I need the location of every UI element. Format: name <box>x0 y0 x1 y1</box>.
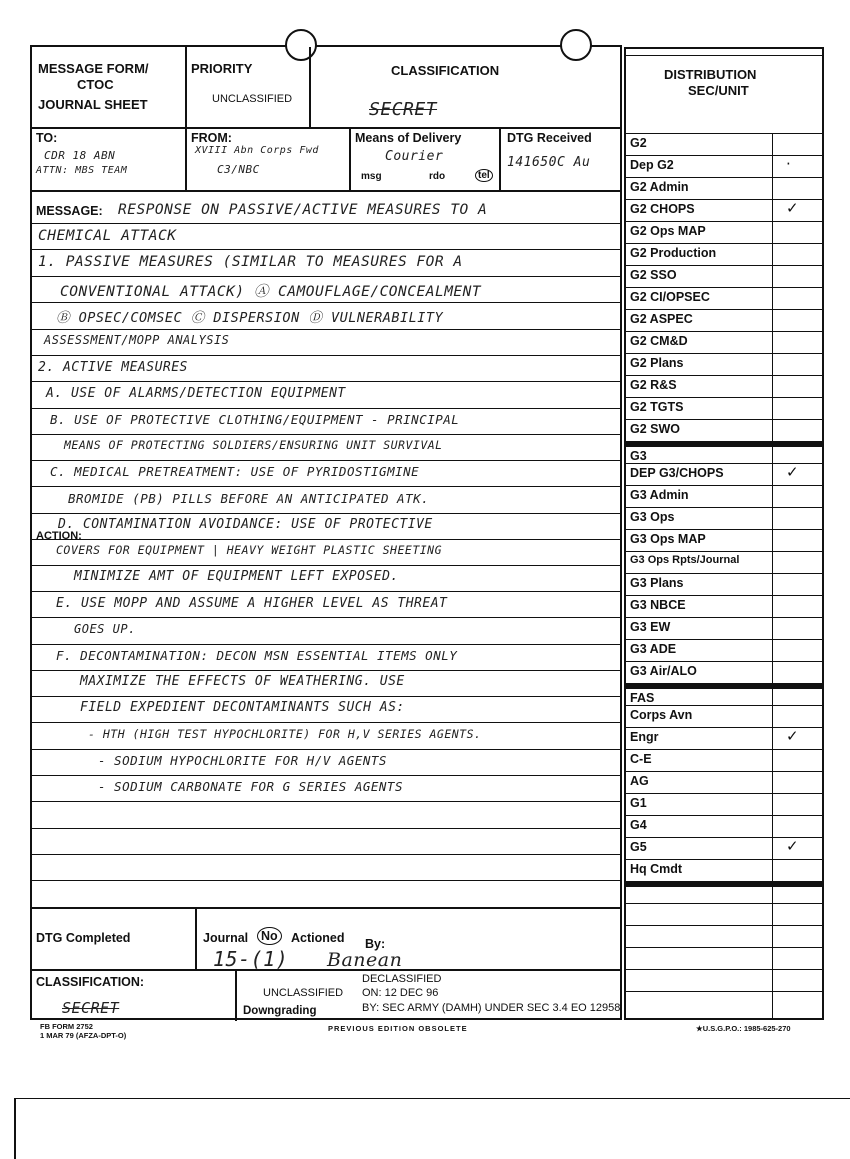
form-number-line2: 1 MAR 79 (AFZA-DPT-O) <box>40 1031 127 1040</box>
distribution-list <box>626 133 823 1018</box>
distribution-row <box>626 771 823 793</box>
distribution-row-checkmark: ✓ <box>786 837 799 855</box>
distribution-row-label: G2 R&S <box>630 378 677 392</box>
message-subject: RESPONSE ON PASSIVE/ACTIVE MEASURES TO A <box>118 202 488 218</box>
distribution-row-label: Corps Avn <box>630 708 693 722</box>
message-form <box>30 45 622 1020</box>
footer-classification-value: SECRET <box>62 999 120 1017</box>
distribution-row-label: FAS <box>630 691 655 705</box>
distribution-row <box>626 815 823 837</box>
distribution-row <box>626 881 823 903</box>
distribution-row <box>626 859 823 881</box>
dtg-completed-label: DTG Completed <box>36 931 131 945</box>
distribution-row-label: G3 Plans <box>630 576 684 590</box>
distribution-row-checkmark: ✓ <box>786 199 799 217</box>
form-title-line2: CTOC <box>77 77 114 92</box>
means-label: Means of Delivery <box>355 131 462 145</box>
message-line: GOES UP. <box>74 622 136 636</box>
distribution-row-label: G2 Plans <box>630 356 684 370</box>
message-line: - SODIUM CARBONATE FOR G SERIES AGENTS <box>98 779 403 794</box>
distribution-row <box>626 705 823 727</box>
footer-unclassified: UNCLASSIFIED <box>263 987 344 999</box>
form-number-line1: FB FORM 2752 <box>40 1022 93 1031</box>
form-title-line3: JOURNAL SHEET <box>38 97 148 112</box>
distribution-row-label: G3 Admin <box>630 488 689 502</box>
distribution-row-label: G2 SSO <box>630 268 677 282</box>
message-line: E. USE MOPP AND ASSUME A HIGHER LEVEL AS THREAT <box>56 596 448 611</box>
distribution-row-label: G2 CHOPS <box>630 202 695 216</box>
distribution-row <box>626 573 823 595</box>
message-line: 2. ACTIVE MEASURES <box>38 360 188 375</box>
distribution-row <box>626 265 823 287</box>
distribution-row-label: G2 SWO <box>630 422 681 436</box>
distribution-row <box>626 507 823 529</box>
message-label: MESSAGE: <box>36 204 103 218</box>
form-title-line1: MESSAGE FORM/ <box>38 61 149 76</box>
journal-number: 15-(1) <box>213 947 289 971</box>
message-line: COVERS FOR EQUIPMENT | HEAVY WEIGHT PLASTIC SHEETING <box>56 543 443 557</box>
action-label: ACTION: <box>36 530 82 542</box>
distribution-row <box>626 463 823 485</box>
actioned-by-signature: Banean <box>327 949 403 971</box>
distribution-row <box>626 617 823 639</box>
means-value: Courier <box>385 149 444 164</box>
distribution-panel <box>624 47 824 1020</box>
previous-edition-note: PREVIOUS EDITION OBSOLETE <box>328 1024 468 1033</box>
to-line1: CDR 18 ABN <box>44 149 116 162</box>
distribution-row <box>626 353 823 375</box>
distribution-row-label: G3 EW <box>630 620 671 634</box>
declassified-line3: BY: SEC ARMY (DAMH) UNDER SEC 3.4 EO 12958 <box>362 1002 621 1014</box>
distribution-row-label: Engr <box>630 730 659 744</box>
distribution-row-label: C-E <box>630 752 652 766</box>
distribution-row <box>626 287 823 309</box>
distribution-row-label: G2 Ops MAP <box>630 224 706 238</box>
distribution-row-label: G2 CI/OPSEC <box>630 290 710 304</box>
means-option-msg: msg <box>361 171 382 182</box>
distribution-row <box>626 221 823 243</box>
message-line: D. CONTAMINATION AVOIDANCE: USE OF PROTECTIVE <box>58 517 433 532</box>
distribution-row <box>626 199 823 221</box>
divider <box>626 55 822 60</box>
message-line: CHEMICAL ATTACK <box>38 228 177 244</box>
distribution-row <box>626 793 823 815</box>
message-line: Ⓑ OPSEC/COMSEC Ⓒ DISPERSION Ⓓ VULNERABILITY <box>56 310 444 326</box>
distribution-title: DISTRIBUTION <box>664 67 757 82</box>
journal-label: Journal <box>203 931 249 945</box>
means-option-tel: tel <box>475 169 493 182</box>
means-of-delivery-block <box>351 129 499 189</box>
from-label: FROM: <box>191 131 232 145</box>
distribution-row <box>626 947 823 969</box>
journal-no-label: No <box>257 927 282 945</box>
distribution-row-label: G1 <box>630 796 647 810</box>
message-area <box>32 192 622 907</box>
distribution-row-label: G2 TGTS <box>630 400 684 414</box>
footer-classification-block <box>32 971 235 1019</box>
to-block <box>32 129 185 189</box>
classification-value: SECRET <box>369 99 438 120</box>
message-line: BROMIDE (PB) PILLS BEFORE AN ANTICIPATED ATK. <box>68 491 430 506</box>
distribution-row <box>626 529 823 551</box>
distribution-row-checkmark: ✓ <box>786 727 799 745</box>
dtg-received-label: DTG Received <box>507 131 592 145</box>
distribution-row <box>626 243 823 265</box>
distribution-row-label: G3 Ops <box>630 510 675 524</box>
message-line: - SODIUM HYPOCHLORITE FOR H/V AGENTS <box>98 753 387 768</box>
classification-label: CLASSIFICATION <box>391 63 500 78</box>
distribution-row <box>626 727 823 749</box>
distribution-row <box>626 331 823 353</box>
distribution-row <box>626 177 823 199</box>
distribution-row <box>626 551 823 573</box>
priority-label: PRIORITY <box>191 61 253 76</box>
distribution-row <box>626 155 823 177</box>
from-line1: XVIII Abn Corps Fwd <box>195 145 319 156</box>
distribution-row <box>626 837 823 859</box>
priority-value: UNCLASSIFIED <box>212 93 293 105</box>
message-line: MAXIMIZE THE EFFECTS OF WEATHERING. USE <box>80 674 405 689</box>
distribution-row <box>626 133 823 155</box>
distribution-row <box>626 639 823 661</box>
distribution-row <box>626 309 823 331</box>
distribution-subtitle: SEC/UNIT <box>688 83 749 98</box>
message-line: 1. PASSIVE MEASURES (SIMILAR TO MEASURES FOR A <box>38 254 463 270</box>
distribution-row-label: Dep G2 <box>630 158 674 172</box>
distribution-row-label: G3 Air/ALO <box>630 664 697 678</box>
distribution-row <box>626 683 823 705</box>
by-label: By: <box>365 937 386 951</box>
distribution-row <box>626 441 823 463</box>
distribution-row-label: G3 ADE <box>630 642 677 656</box>
message-line: - HTH (HIGH TEST HYPOCHLORITE) FOR H,V SERIES AGENTS. <box>88 727 482 741</box>
distribution-row-label: G3 Ops MAP <box>630 532 706 546</box>
distribution-row-label: G5 <box>630 840 647 854</box>
message-line: MINIMIZE AMT OF EQUIPMENT LEFT EXPOSED. <box>74 569 399 584</box>
distribution-row <box>626 749 823 771</box>
message-line: CONVENTIONAL ATTACK) Ⓐ CAMOUFLAGE/CONCEALMENT <box>60 284 482 300</box>
dtg-completed-block <box>32 909 195 969</box>
form-title-block <box>32 47 185 127</box>
distribution-row <box>626 969 823 991</box>
downgrading-label: Downgrading <box>243 1005 317 1017</box>
classification-block <box>311 47 622 127</box>
dtg-received-block <box>501 129 620 189</box>
to-line2: ATTN: MBS TEAM <box>36 165 128 176</box>
declassified-line2: ON: 12 DEC 96 <box>362 987 439 999</box>
distribution-row <box>626 661 823 683</box>
priority-block <box>187 47 309 127</box>
distribution-row-label: G2 <box>630 136 647 150</box>
distribution-row-label: G3 NBCE <box>630 598 686 612</box>
means-option-rdo: rdo <box>429 171 446 182</box>
to-label: TO: <box>36 131 58 145</box>
distribution-row <box>626 397 823 419</box>
distribution-row <box>626 925 823 947</box>
distribution-row-label: G3 <box>630 449 647 463</box>
distribution-row <box>626 375 823 397</box>
distribution-row <box>626 419 823 441</box>
message-line: A. USE OF ALARMS/DETECTION EQUIPMENT <box>46 386 346 401</box>
from-line2: C3/NBC <box>217 163 260 176</box>
message-line: MEANS OF PROTECTING SOLDIERS/ENSURING UNIT SURVIVAL <box>64 438 443 452</box>
downgrading-block <box>237 971 357 1019</box>
distribution-row-label: G3 Ops Rpts/Journal <box>630 554 740 566</box>
distribution-row-label: G4 <box>630 818 647 832</box>
dtg-received-value: 141650C Au <box>507 155 591 170</box>
message-line: C. MEDICAL PRETREATMENT: USE OF PYRIDOSTIGMINE <box>50 464 420 479</box>
declassified-line1: DECLASSIFIED <box>362 973 442 985</box>
message-line: FIELD EXPEDIENT DECONTAMINANTS SUCH AS: <box>80 700 405 715</box>
distribution-row <box>626 903 823 925</box>
message-line: F. DECONTAMINATION: DECON MSN ESSENTIAL ITEMS ONLY <box>56 648 458 663</box>
distribution-row <box>626 595 823 617</box>
distribution-row-checkmark: ✓ <box>786 463 799 481</box>
distribution-row-checkmark: · <box>786 155 791 173</box>
journal-block <box>197 909 622 969</box>
distribution-row-label: G2 Production <box>630 246 717 260</box>
distribution-row-label: G2 Admin <box>630 180 689 194</box>
distribution-row-label: Hq Cmdt <box>630 862 683 876</box>
distribution-row-label: G2 CM&D <box>630 334 688 348</box>
message-line: B. USE OF PROTECTIVE CLOTHING/EQUIPMENT - PRINCIPAL <box>50 412 460 427</box>
distribution-row-label: G2 ASPEC <box>630 312 693 326</box>
from-block <box>187 129 347 189</box>
gpo-note: ★U.S.G.P.O.: 1985-625-270 <box>696 1024 791 1033</box>
footer-classification-label: CLASSIFICATION: <box>36 975 145 989</box>
distribution-row <box>626 991 823 1013</box>
message-line: ASSESSMENT/MOPP ANALYSIS <box>44 333 230 347</box>
distribution-row-label: DEP G3/CHOPS <box>630 466 724 480</box>
distribution-row <box>626 485 823 507</box>
distribution-row-label: AG <box>630 774 649 788</box>
actioned-label: Actioned <box>291 931 345 945</box>
